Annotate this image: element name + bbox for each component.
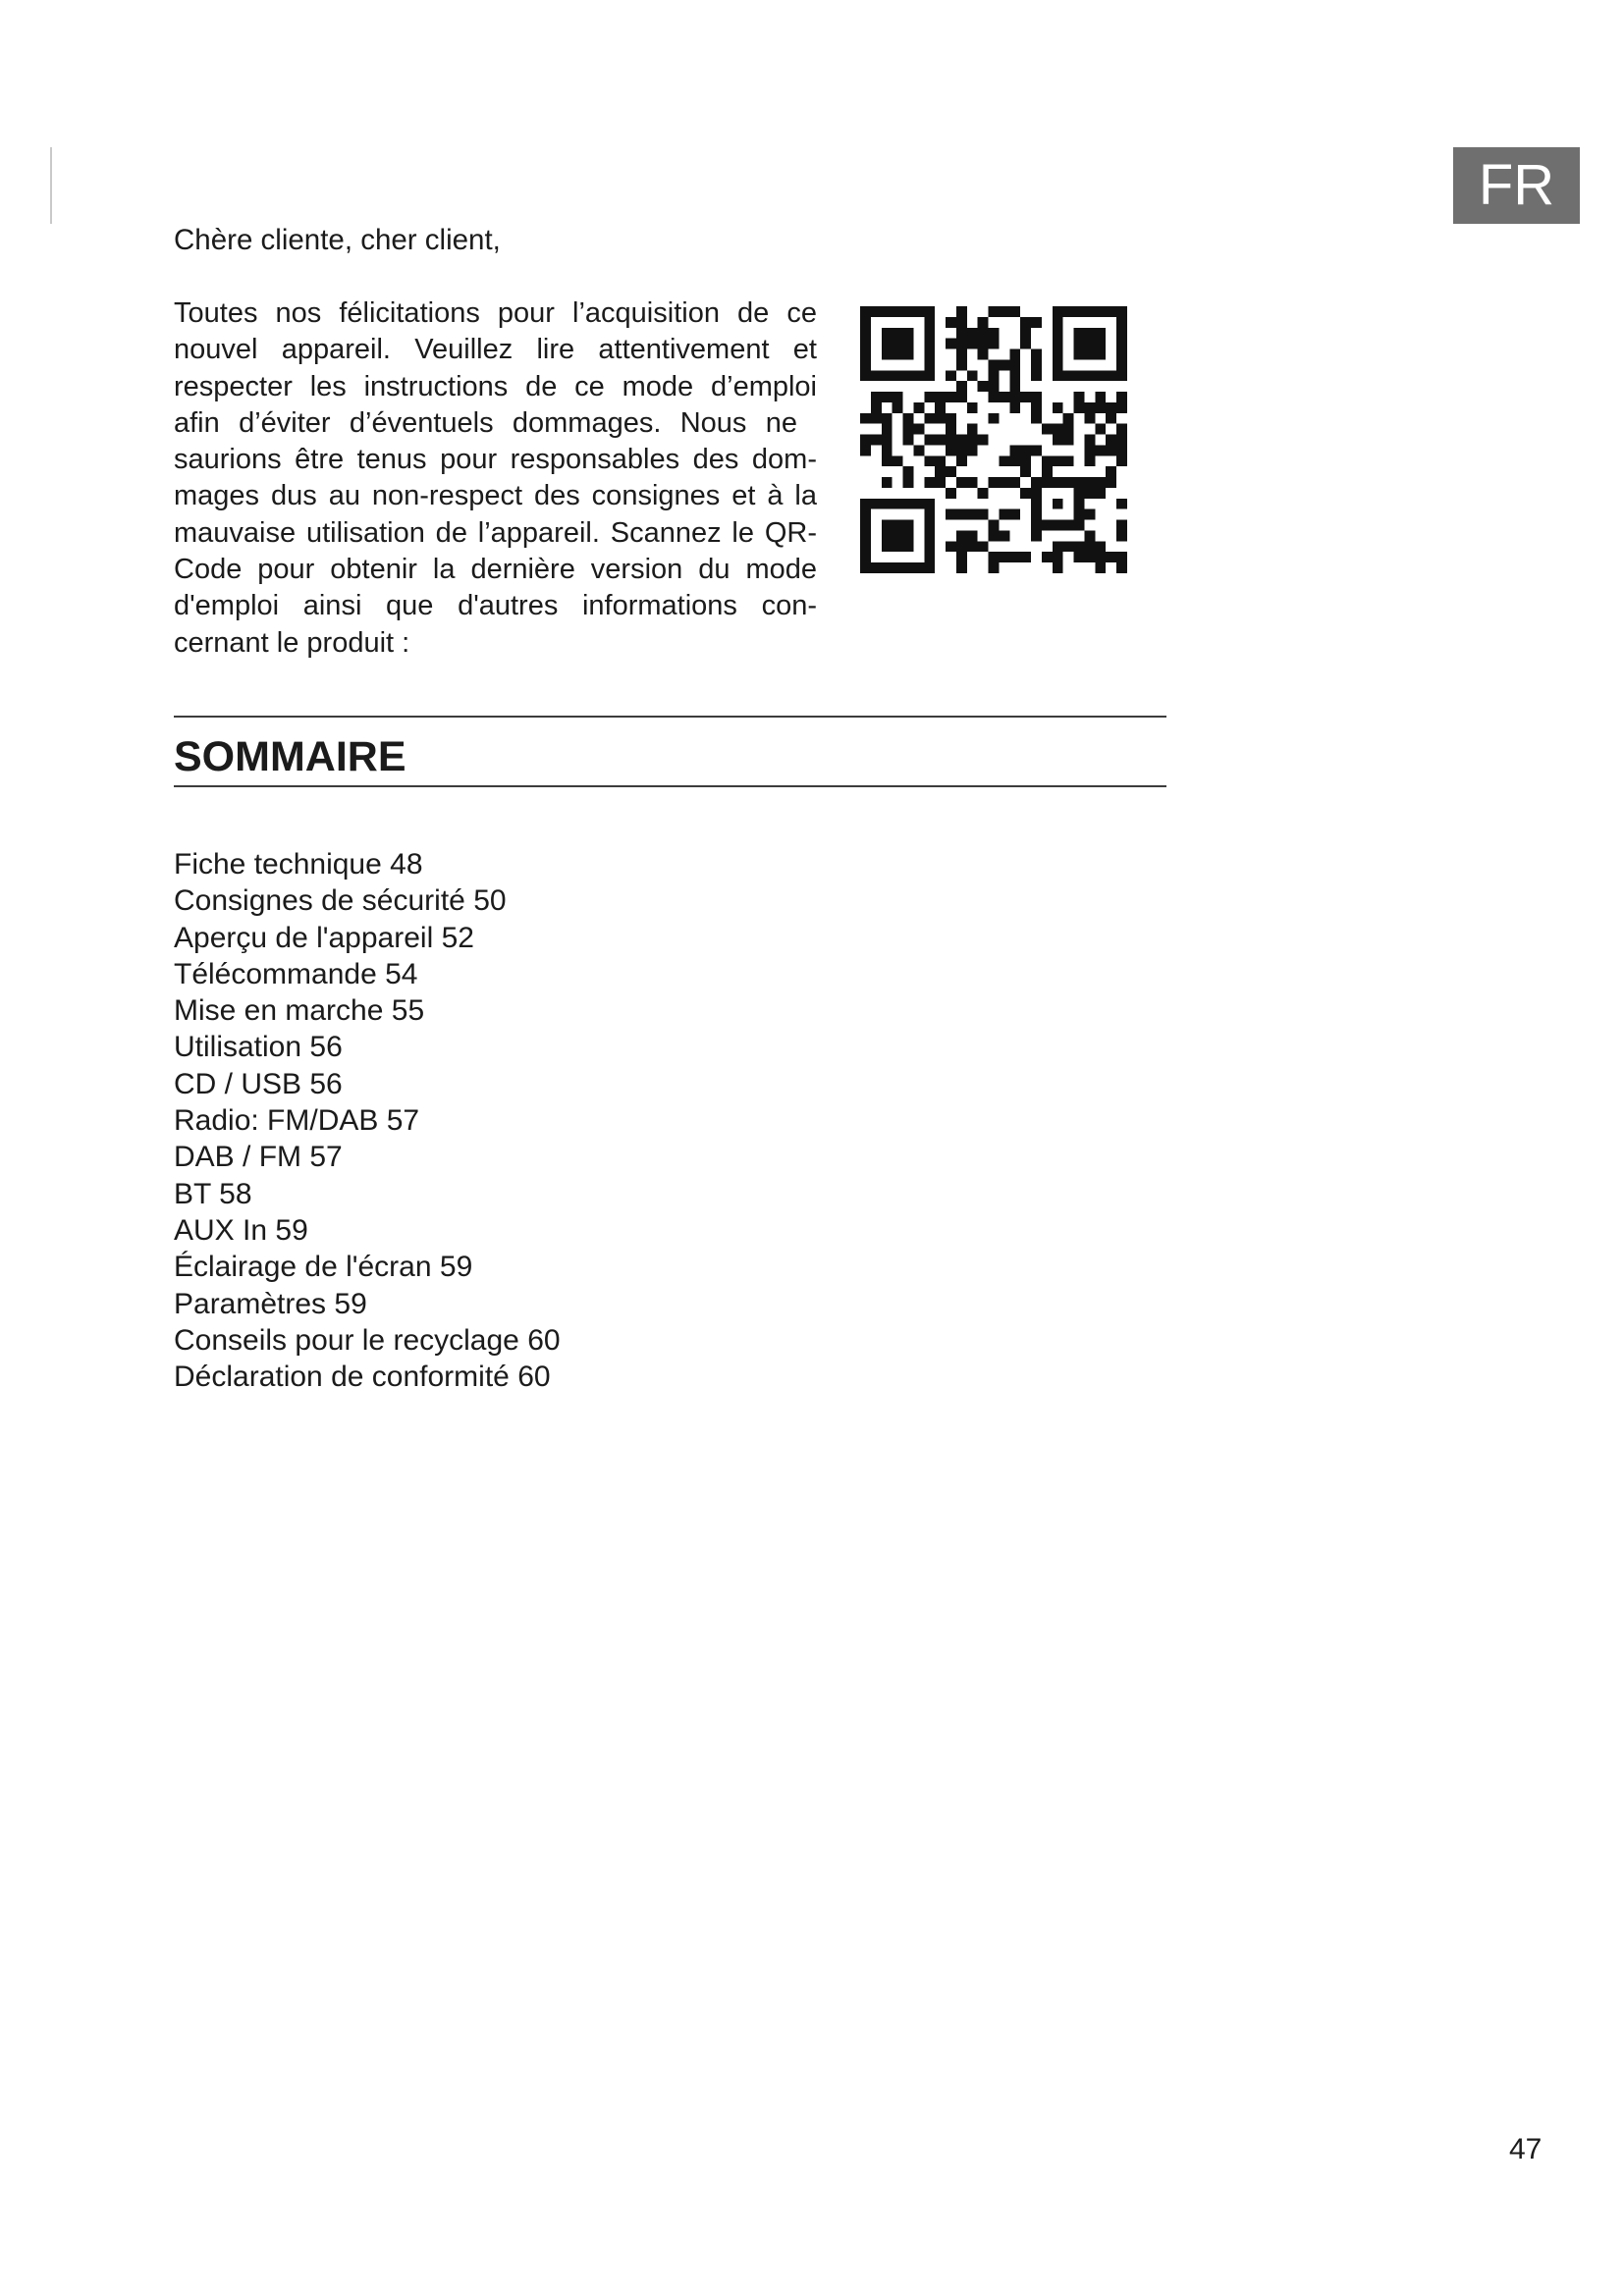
toc-entry-title: Déclaration de conformité bbox=[174, 1361, 510, 1394]
toc-entry-title: Éclairage de l'écran bbox=[174, 1251, 432, 1284]
toc-entry-title: Utilisation bbox=[174, 1031, 302, 1064]
intro-line: d'emploi ainsi que d'autres informations con- bbox=[174, 590, 817, 622]
toc-entry-page: 54 bbox=[385, 957, 418, 990]
toc-entry-title: Radio: FM/DAB bbox=[174, 1104, 379, 1138]
toc-entry bbox=[174, 1322, 561, 1359]
intro-line: saurions être tenus pour responsables des dom- bbox=[174, 444, 817, 476]
toc-entry bbox=[174, 846, 561, 882]
intro-line: Toutes nos félicitations pour l’acquisition de ce bbox=[174, 297, 817, 329]
language-tab-fr: FR bbox=[1453, 147, 1580, 224]
intro-line: Code pour obtenir la dernière version du mode bbox=[174, 554, 817, 586]
toc-entry-page: 59 bbox=[334, 1287, 367, 1320]
toc-entry-title: DAB / FM bbox=[174, 1141, 302, 1174]
toc-list bbox=[174, 846, 561, 1395]
intro-line: mauvaise utilisation de l’appareil. Scannez le QR- bbox=[174, 516, 817, 549]
page-number: 47 bbox=[1509, 2133, 1543, 2165]
toc-entry bbox=[174, 1102, 561, 1139]
toc-entry-title: BT bbox=[174, 1177, 211, 1210]
intro-line: respecter les instructions de ce mode d’emploi bbox=[174, 370, 817, 402]
qr-code bbox=[860, 306, 1127, 573]
intro-line: mages dus au non-respect des consignes et à la bbox=[174, 480, 817, 512]
toc-entry bbox=[174, 882, 561, 919]
toc-entry-page: 56 bbox=[309, 1031, 343, 1064]
toc-entry-title: Fiche technique bbox=[174, 848, 382, 881]
margin-line bbox=[50, 147, 52, 224]
toc-entry-title: Conseils pour le recyclage bbox=[174, 1323, 519, 1357]
toc-entry bbox=[174, 1286, 561, 1322]
toc-entry-page: 55 bbox=[391, 994, 425, 1028]
toc-entry bbox=[174, 992, 561, 1029]
toc-entry bbox=[174, 1212, 561, 1249]
toc-entry-page: 48 bbox=[390, 848, 423, 881]
toc-entry-page: 57 bbox=[309, 1141, 343, 1174]
toc-entry bbox=[174, 1066, 561, 1102]
toc-entry-title: Mise en marche bbox=[174, 994, 384, 1028]
toc-entry-title: CD / USB bbox=[174, 1067, 302, 1100]
toc-entry-page: 59 bbox=[439, 1251, 473, 1284]
toc-entry-title: AUX In bbox=[174, 1213, 268, 1247]
toc-entry-page: 52 bbox=[441, 921, 474, 954]
toc-entry bbox=[174, 1359, 561, 1395]
toc-entry-page: 58 bbox=[219, 1177, 252, 1210]
toc-entry-page: 57 bbox=[386, 1104, 420, 1138]
intro-paragraph bbox=[174, 295, 817, 662]
toc-entry-title: Télécommande bbox=[174, 957, 377, 990]
toc-entry-page: 60 bbox=[527, 1323, 561, 1357]
toc-entry-page: 59 bbox=[275, 1213, 308, 1247]
toc-bottom-rule bbox=[174, 785, 1166, 787]
toc-entry-page: 56 bbox=[309, 1067, 343, 1100]
toc-entry bbox=[174, 1029, 561, 1065]
toc-entry bbox=[174, 1176, 561, 1212]
toc-entry-page: 50 bbox=[473, 884, 507, 918]
toc-entry-title: Aperçu de l'appareil bbox=[174, 921, 434, 954]
intro-line: cernant le produit : bbox=[174, 626, 410, 659]
toc-entry bbox=[174, 956, 561, 992]
toc-entry bbox=[174, 1249, 561, 1285]
toc-entry-title: Paramètres bbox=[174, 1287, 327, 1320]
intro-line: afin d’éviter d’éventuels dommages. Nous ne bbox=[174, 406, 797, 439]
toc-heading: SOMMAIRE bbox=[174, 733, 406, 780]
intro-line: nouvel appareil. Veuillez lire attentivement et bbox=[174, 334, 817, 366]
greeting: Chère cliente, cher client, bbox=[174, 224, 501, 256]
toc-entry-page: 60 bbox=[517, 1361, 551, 1394]
toc-top-rule bbox=[174, 716, 1166, 718]
toc-entry-title: Consignes de sécurité bbox=[174, 884, 465, 918]
toc-entry bbox=[174, 920, 561, 956]
toc-entry bbox=[174, 1139, 561, 1175]
